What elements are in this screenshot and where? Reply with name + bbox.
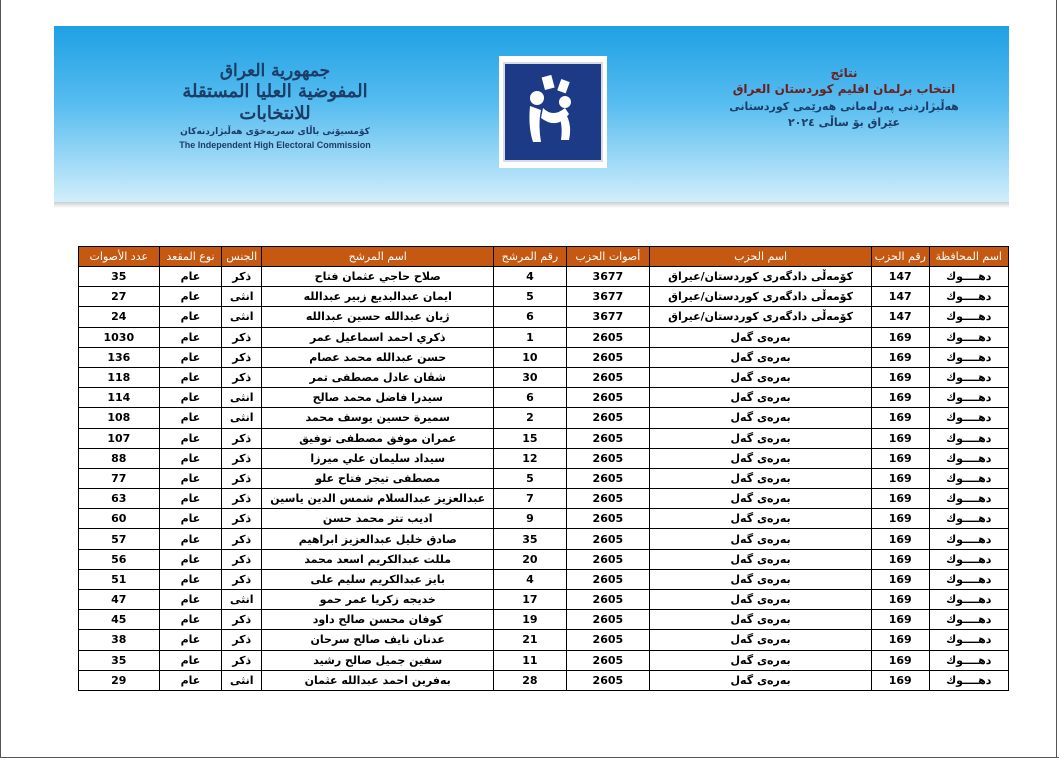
cell-party-votes: 2605 (566, 569, 650, 589)
cell-party-name: بەرەی گەل (650, 367, 872, 387)
cell-gender: ذكر (222, 630, 262, 650)
cell-governorate: دهــــوك (929, 347, 1009, 367)
cell-party-votes: 2605 (566, 428, 650, 448)
cell-gender: انثى (222, 408, 262, 428)
cell-candidate-name: ايمان عبدالبديع زبير عبدالله (262, 287, 494, 307)
cell-votes: 29 (79, 670, 160, 690)
cell-party-name: بەرەی گەل (650, 509, 872, 529)
table-row (79, 327, 1009, 347)
table-row (79, 529, 1009, 549)
cell-gender: انثى (222, 590, 262, 610)
column-header-party-votes: أصوات الحزب (566, 247, 650, 267)
cell-votes: 1030 (79, 327, 160, 347)
cell-governorate: دهــــوك (929, 590, 1009, 610)
cell-party-votes: 2605 (566, 347, 650, 367)
cell-candidate-number: 12 (494, 448, 566, 468)
cell-gender: ذكر (222, 367, 262, 387)
cell-party-votes: 2605 (566, 468, 650, 488)
cell-candidate-name: عدنان نايف صالح سرحان (262, 630, 494, 650)
cell-gender: انثى (222, 670, 262, 690)
cell-seat-type: عام (159, 347, 222, 367)
cell-governorate: دهــــوك (929, 408, 1009, 428)
title-kurdish-year: عێراق بۆ ساڵی ٢٠٢٤ (787, 116, 901, 129)
ballot-figures-icon (513, 72, 593, 152)
cell-party-number: 169 (871, 569, 929, 589)
table-row (79, 549, 1009, 569)
cell-votes: 51 (79, 569, 160, 589)
cell-seat-type: عام (159, 408, 222, 428)
cell-party-name: بەرەی گەل (650, 468, 872, 488)
results-title-block (694, 66, 994, 130)
cell-party-number: 169 (871, 428, 929, 448)
cell-party-number: 169 (871, 388, 929, 408)
cell-seat-type: عام (159, 529, 222, 549)
cell-party-votes: 2605 (566, 529, 650, 549)
cell-candidate-name: ژيان عبدالله حسين عبدالله (262, 307, 494, 327)
cell-votes: 88 (79, 448, 160, 468)
org-arabic-line2: المفوضية العليا المستقلة للانتخابات (182, 81, 368, 124)
table-row (79, 630, 1009, 650)
table-row (79, 610, 1009, 630)
cell-seat-type: عام (159, 569, 222, 589)
cell-votes: 63 (79, 489, 160, 509)
cell-candidate-name: عبدالعزيز عبدالسلام شمس الدين ياسين (262, 489, 494, 509)
cell-party-votes: 2605 (566, 549, 650, 569)
cell-seat-type: عام (159, 468, 222, 488)
cell-party-name: بەرەی گەل (650, 569, 872, 589)
cell-party-name: کۆمەڵی دادگەری کوردستان/عیراق (650, 287, 872, 307)
cell-party-name: کۆمەڵی دادگەری کوردستان/عیراق (650, 307, 872, 327)
cell-votes: 77 (79, 468, 160, 488)
cell-candidate-number: 7 (494, 489, 566, 509)
commission-name-block (150, 61, 400, 171)
cell-party-votes: 2605 (566, 509, 650, 529)
cell-gender: ذكر (222, 569, 262, 589)
cell-party-votes: 2605 (566, 408, 650, 428)
cell-party-name: بەرەی گەل (650, 347, 872, 367)
cell-party-votes: 3677 (566, 267, 650, 287)
cell-governorate: دهــــوك (929, 650, 1009, 670)
table-row (79, 287, 1009, 307)
cell-votes: 118 (79, 367, 160, 387)
cell-gender: ذكر (222, 347, 262, 367)
cell-party-name: بەرەی گەل (650, 610, 872, 630)
cell-party-votes: 2605 (566, 650, 650, 670)
cell-governorate: دهــــوك (929, 670, 1009, 690)
org-kurdish-name: کۆمسیۆنی باڵای سەربەخۆی هەڵبژاردنەکان (180, 127, 370, 137)
column-header-governorate: اسم المحافظة (929, 247, 1009, 267)
cell-gender: ذكر (222, 468, 262, 488)
cell-party-number: 169 (871, 670, 929, 690)
cell-party-name: کۆمەڵی دادگەری کوردستان/عیراق (650, 267, 872, 287)
table-header-row (79, 247, 1009, 267)
cell-candidate-number: 5 (494, 287, 566, 307)
cell-candidate-name: مصطفى تيجر فتاح علو (262, 468, 494, 488)
cell-governorate: دهــــوك (929, 468, 1009, 488)
cell-votes: 108 (79, 408, 160, 428)
cell-governorate: دهــــوك (929, 287, 1009, 307)
column-header-party-number: رقم الحزب (871, 247, 929, 267)
cell-party-votes: 2605 (566, 448, 650, 468)
cell-party-votes: 2605 (566, 630, 650, 650)
cell-party-name: بەرەی گەل (650, 590, 872, 610)
org-arabic-line1: جمهورية العراق (219, 61, 331, 81)
table-row (79, 569, 1009, 589)
cell-candidate-name: سفين جميل صالح رشيد (262, 650, 494, 670)
cell-candidate-name: كوفان محسن صالح داود (262, 610, 494, 630)
cell-party-number: 147 (871, 267, 929, 287)
table-row (79, 347, 1009, 367)
cell-candidate-name: اديب تتر محمد حسن (262, 509, 494, 529)
cell-seat-type: عام (159, 610, 222, 630)
cell-party-name: بەرەی گەل (650, 327, 872, 347)
cell-party-number: 169 (871, 549, 929, 569)
title-arabic: انتخاب برلمان اقليم كوردستان العراق (732, 82, 956, 96)
cell-candidate-number: 20 (494, 549, 566, 569)
cell-gender: ذكر (222, 529, 262, 549)
cell-gender: ذكر (222, 610, 262, 630)
cell-candidate-number: 30 (494, 367, 566, 387)
cell-governorate: دهــــوك (929, 267, 1009, 287)
cell-votes: 35 (79, 267, 160, 287)
table-row (79, 590, 1009, 610)
cell-candidate-name: سيدرا فاضل محمد صالح (262, 388, 494, 408)
cell-votes: 136 (79, 347, 160, 367)
cell-gender: ذكر (222, 650, 262, 670)
cell-party-votes: 2605 (566, 670, 650, 690)
table-row (79, 650, 1009, 670)
cell-votes: 45 (79, 610, 160, 630)
cell-governorate: دهــــوك (929, 529, 1009, 549)
column-header-candidate-name: اسم المرشح (262, 247, 494, 267)
cell-gender: ذكر (222, 428, 262, 448)
cell-seat-type: عام (159, 549, 222, 569)
column-header-votes: عدد الأصوات (79, 247, 160, 267)
cell-gender: انثى (222, 388, 262, 408)
commission-logo (499, 56, 607, 168)
cell-candidate-number: 21 (494, 630, 566, 650)
cell-seat-type: عام (159, 367, 222, 387)
cell-seat-type: عام (159, 590, 222, 610)
cell-party-name: بەرەی گەل (650, 408, 872, 428)
table-row (79, 489, 1009, 509)
table-row (79, 408, 1009, 428)
logo-emblem (503, 62, 603, 162)
cell-governorate: دهــــوك (929, 549, 1009, 569)
cell-party-name: بەرەی گەل (650, 549, 872, 569)
cell-seat-type: عام (159, 307, 222, 327)
cell-candidate-number: 6 (494, 307, 566, 327)
cell-party-number: 169 (871, 610, 929, 630)
table-row (79, 367, 1009, 387)
cell-party-number: 169 (871, 489, 929, 509)
cell-party-number: 169 (871, 468, 929, 488)
cell-seat-type: عام (159, 448, 222, 468)
cell-candidate-number: 6 (494, 388, 566, 408)
cell-governorate: دهــــوك (929, 327, 1009, 347)
cell-party-number: 169 (871, 650, 929, 670)
cell-party-name: بەرەی گەل (650, 428, 872, 448)
cell-candidate-number: 17 (494, 590, 566, 610)
cell-party-votes: 2605 (566, 388, 650, 408)
table-row (79, 267, 1009, 287)
cell-party-votes: 2605 (566, 327, 650, 347)
cell-party-number: 169 (871, 347, 929, 367)
cell-party-number: 169 (871, 408, 929, 428)
table-row (79, 448, 1009, 468)
cell-candidate-number: 10 (494, 347, 566, 367)
page-border-right (1056, 0, 1057, 758)
results-table (78, 246, 1009, 691)
cell-votes: 38 (79, 630, 160, 650)
cell-candidate-number: 4 (494, 569, 566, 589)
cell-party-name: بەرەی گەل (650, 670, 872, 690)
cell-party-name: بەرەی گەل (650, 529, 872, 549)
column-header-gender: الجنس (222, 247, 262, 267)
cell-gender: ذكر (222, 509, 262, 529)
cell-seat-type: عام (159, 630, 222, 650)
cell-governorate: دهــــوك (929, 388, 1009, 408)
cell-governorate: دهــــوك (929, 630, 1009, 650)
cell-candidate-name: ذكري احمد اسماعيل عمر (262, 327, 494, 347)
cell-seat-type: عام (159, 327, 222, 347)
title-kurdish: هەڵبژاردنی پەرلەمانی هەرێمی کوردستانی (729, 100, 959, 113)
cell-party-number: 147 (871, 307, 929, 327)
cell-gender: انثى (222, 287, 262, 307)
cell-votes: 107 (79, 428, 160, 448)
cell-candidate-name: صلاح حاجي عثمان فتاح (262, 267, 494, 287)
cell-governorate: دهــــوك (929, 367, 1009, 387)
banner-shadow (54, 202, 1009, 208)
cell-party-votes: 3677 (566, 307, 650, 327)
cell-candidate-name: بەفرين احمد عبدالله عثمان (262, 670, 494, 690)
cell-party-name: بەرەی گەل (650, 650, 872, 670)
cell-seat-type: عام (159, 267, 222, 287)
cell-party-number: 169 (871, 590, 929, 610)
table-row (79, 307, 1009, 327)
cell-candidate-name: سميرة حسين يوسف محمد (262, 408, 494, 428)
cell-candidate-number: 19 (494, 610, 566, 630)
cell-votes: 56 (79, 549, 160, 569)
cell-party-name: بەرەی گەل (650, 388, 872, 408)
cell-party-number: 147 (871, 287, 929, 307)
cell-candidate-name: حسن عبدالله محمد عصام (262, 347, 494, 367)
title-results-word: نتائج (830, 66, 858, 80)
cell-governorate: دهــــوك (929, 509, 1009, 529)
cell-candidate-number: 28 (494, 670, 566, 690)
cell-candidate-name: عمران موفق مصطفى توفيق (262, 428, 494, 448)
table-row (79, 428, 1009, 448)
cell-seat-type: عام (159, 670, 222, 690)
cell-seat-type: عام (159, 509, 222, 529)
cell-gender: انثى (222, 307, 262, 327)
cell-gender: ذكر (222, 448, 262, 468)
cell-seat-type: عام (159, 650, 222, 670)
cell-candidate-number: 1 (494, 327, 566, 347)
cell-candidate-name: بايز عبدالكريم سليم على (262, 569, 494, 589)
cell-votes: 57 (79, 529, 160, 549)
column-header-party-name: اسم الحزب (650, 247, 872, 267)
cell-seat-type: عام (159, 388, 222, 408)
cell-party-number: 169 (871, 367, 929, 387)
table-body (79, 267, 1009, 691)
cell-party-votes: 2605 (566, 367, 650, 387)
cell-party-name: بەرەی گەل (650, 489, 872, 509)
cell-governorate: دهــــوك (929, 307, 1009, 327)
cell-candidate-name: خديجه زكريا عمر حمو (262, 590, 494, 610)
cell-party-name: بەرەی گەل (650, 630, 872, 650)
cell-candidate-number: 9 (494, 509, 566, 529)
cell-seat-type: عام (159, 428, 222, 448)
cell-candidate-number: 2 (494, 408, 566, 428)
cell-gender: ذكر (222, 327, 262, 347)
table-row (79, 468, 1009, 488)
cell-candidate-number: 5 (494, 468, 566, 488)
org-english-name: The Independent High Electoral Commission (179, 140, 371, 150)
cell-governorate: دهــــوك (929, 428, 1009, 448)
cell-party-number: 169 (871, 509, 929, 529)
cell-party-number: 169 (871, 630, 929, 650)
cell-seat-type: عام (159, 287, 222, 307)
cell-votes: 35 (79, 650, 160, 670)
cell-party-votes: 3677 (566, 287, 650, 307)
table-row (79, 509, 1009, 529)
cell-candidate-number: 35 (494, 529, 566, 549)
cell-votes: 60 (79, 509, 160, 529)
cell-candidate-number: 4 (494, 267, 566, 287)
cell-party-number: 169 (871, 448, 929, 468)
cell-gender: ذكر (222, 489, 262, 509)
cell-party-number: 169 (871, 529, 929, 549)
cell-governorate: دهــــوك (929, 569, 1009, 589)
cell-seat-type: عام (159, 489, 222, 509)
table-row (79, 670, 1009, 690)
cell-votes: 27 (79, 287, 160, 307)
cell-candidate-number: 11 (494, 650, 566, 670)
cell-candidate-name: سيداد سليمان علي ميرزا (262, 448, 494, 468)
cell-candidate-name: صادق خليل عبدالعزيز ابراهيم (262, 529, 494, 549)
cell-candidate-number: 15 (494, 428, 566, 448)
cell-governorate: دهــــوك (929, 448, 1009, 468)
cell-candidate-name: مللت عبدالكريم اسعد محمد (262, 549, 494, 569)
column-header-seat-type: نوع المقعد (159, 247, 222, 267)
header-banner (54, 26, 1009, 204)
cell-party-votes: 2605 (566, 590, 650, 610)
cell-votes: 47 (79, 590, 160, 610)
cell-governorate: دهــــوك (929, 489, 1009, 509)
cell-gender: ذكر (222, 267, 262, 287)
cell-candidate-name: شڤان عادل مصطفى تمر (262, 367, 494, 387)
cell-party-name: بەرەی گەل (650, 448, 872, 468)
cell-votes: 24 (79, 307, 160, 327)
cell-gender: ذكر (222, 549, 262, 569)
cell-votes: 114 (79, 388, 160, 408)
column-header-candidate-number: رقم المرشح (494, 247, 566, 267)
page-border-left (0, 0, 1, 758)
cell-party-votes: 2605 (566, 489, 650, 509)
cell-party-votes: 2605 (566, 610, 650, 630)
cell-party-number: 169 (871, 327, 929, 347)
table-row (79, 388, 1009, 408)
cell-governorate: دهــــوك (929, 610, 1009, 630)
